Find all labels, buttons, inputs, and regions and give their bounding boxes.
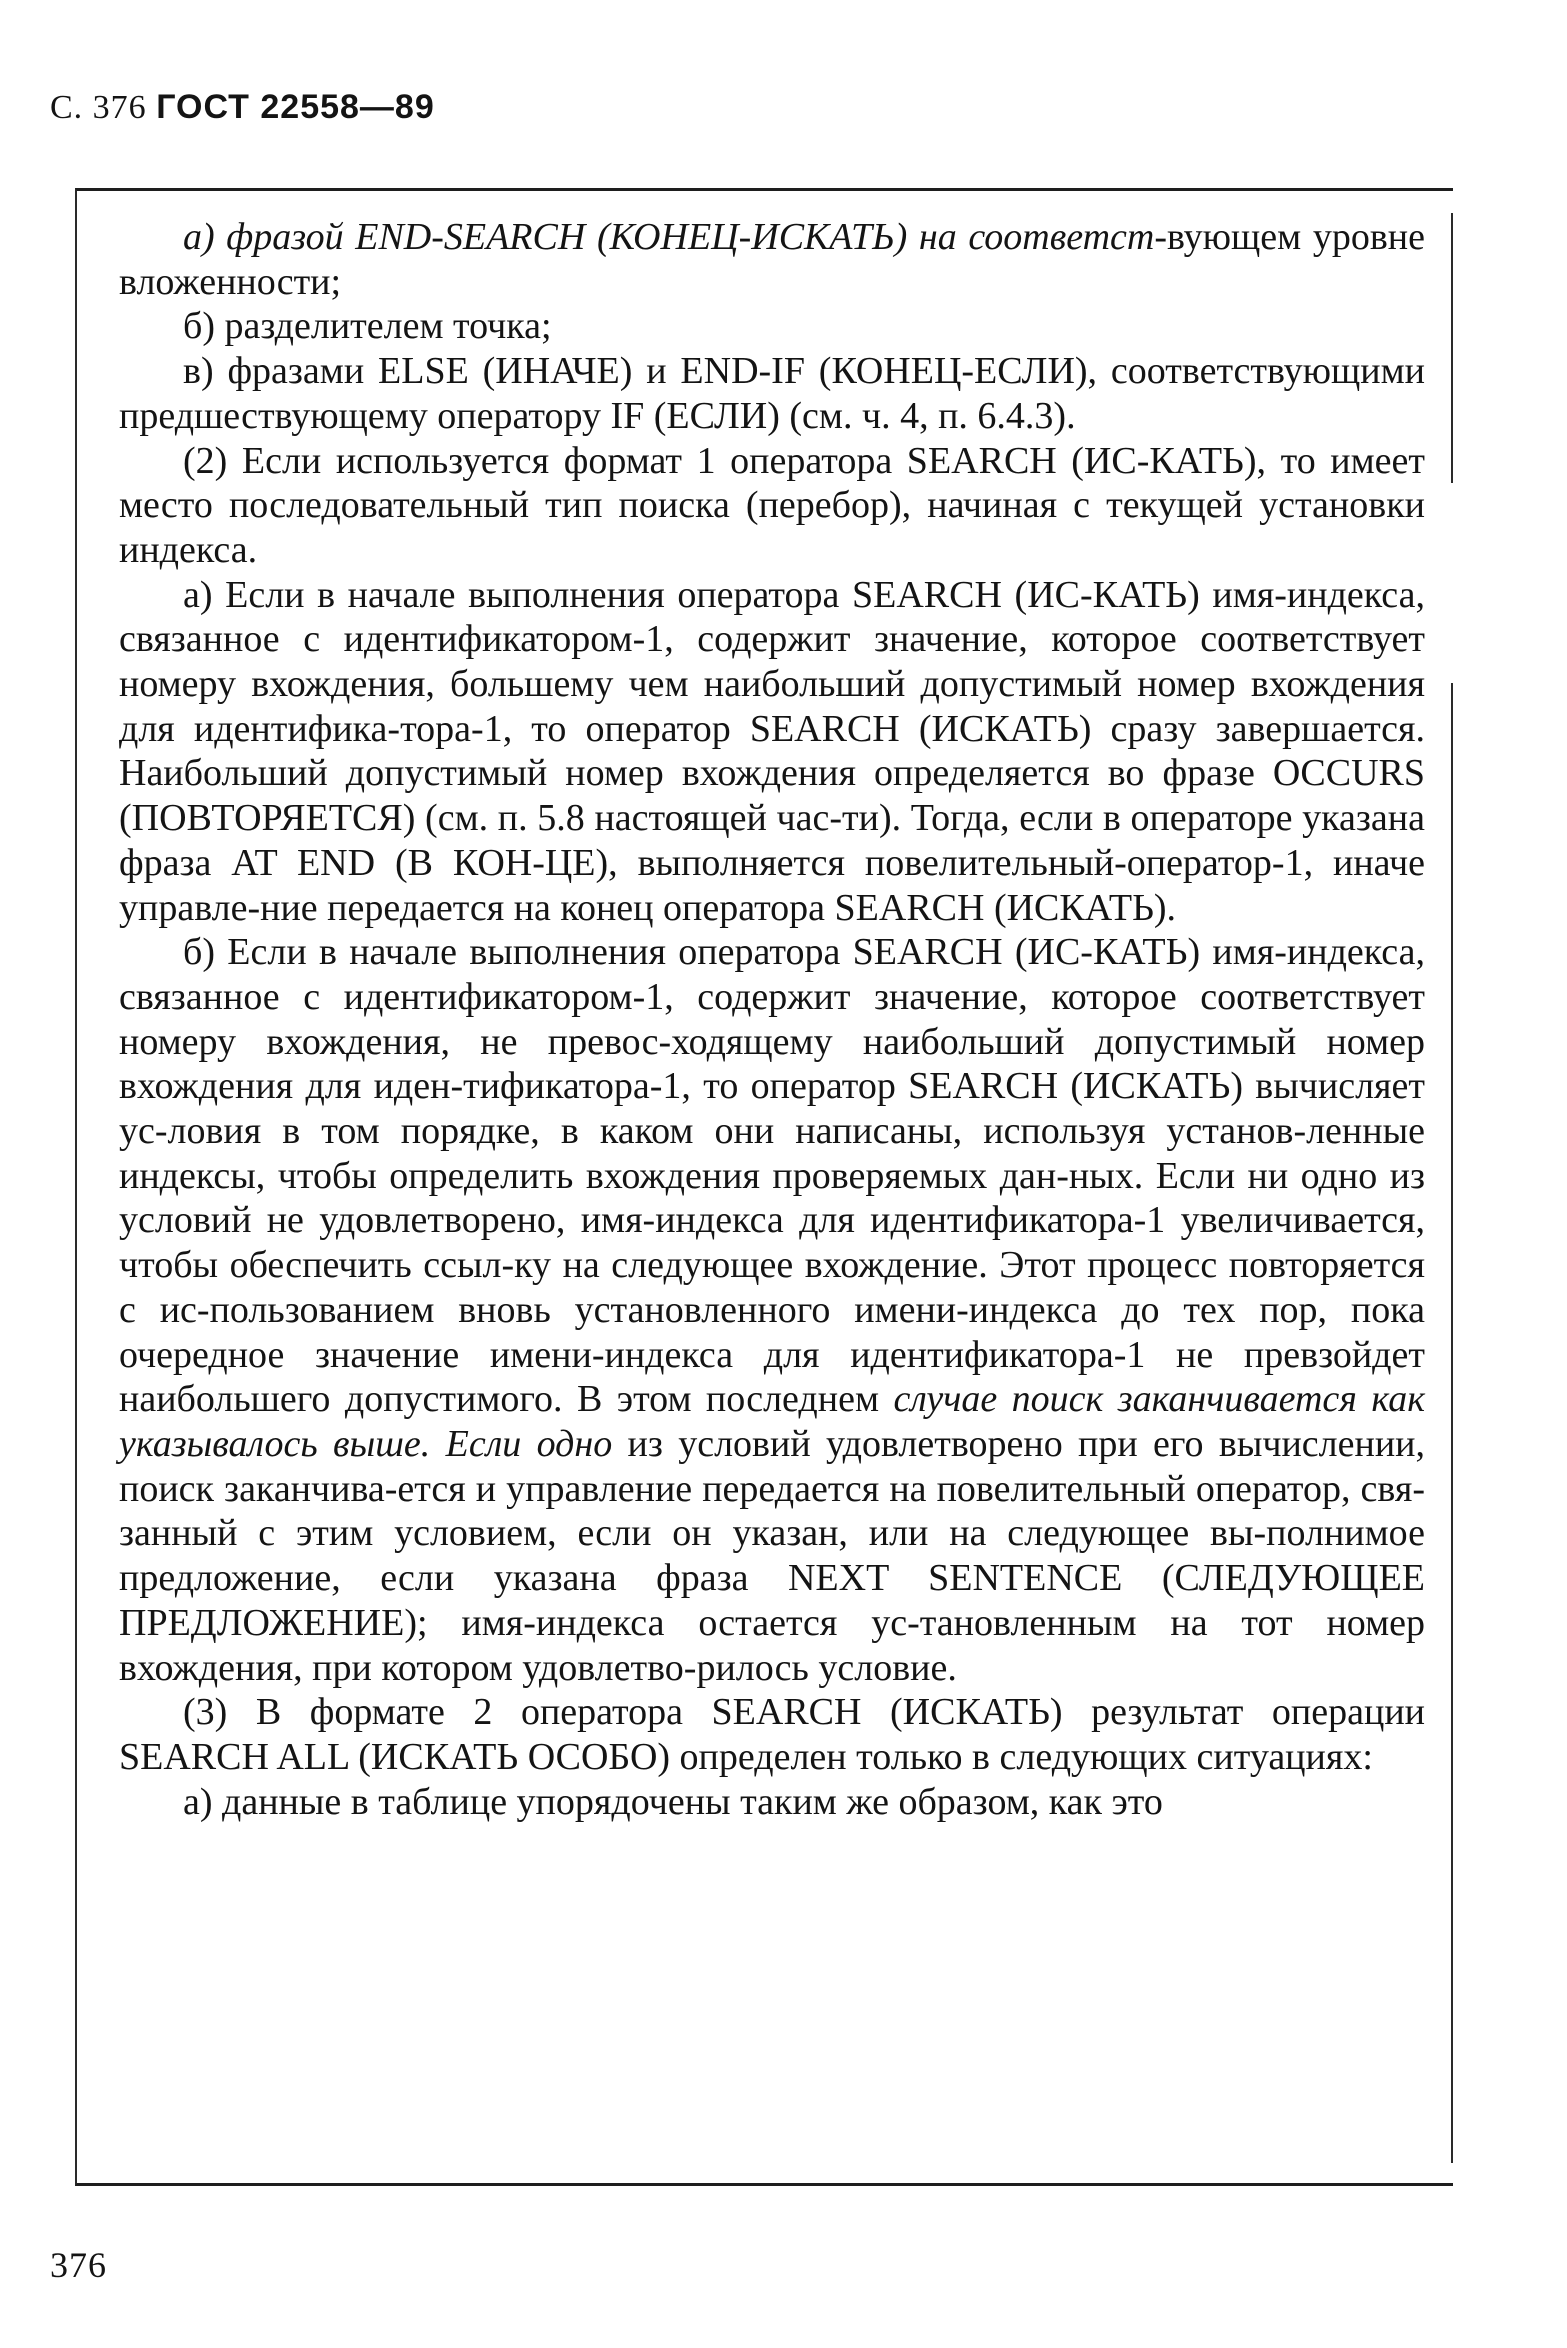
paragraph-text: из условий удовлетворено при его вычислении, поиск заканчива-ется и управление передается на повелительный оператор, свя-занный с этим условием, если он указан, или на следующее вы-полнимое предложение, если указана фраза NEXT SENTENCE (СЛЕДУЮЩЕЕ ПРЕДЛОЖЕНИЕ); имя-индекса остается ус-тановленным на тот номер вхождения, при котором удовлетво-рилось условие. (119, 1422, 1426, 1689)
paragraph-text: случае поиск заканчивается как указывалось выше. Если одно (119, 1378, 1425, 1465)
page-label: С. 376 (50, 89, 147, 126)
paragraph-text: а) фразой END-SEARCH (КОНЕЦ-ИСКАТЬ) на соответст- (183, 216, 1167, 258)
frame-right-rule-upper (1451, 213, 1453, 483)
paragraph-text: в) фразами ELSE (ИНАЧЕ) и END-IF (КОНЕЦ-ЕСЛИ), соответствующими предшествующему оператору IF (ЕСЛИ) (см. ч. 4, п. 6.4.3). (119, 350, 1425, 437)
paragraph-text: а) Если в начале выполнения оператора SEARCH (ИС-КАТЬ) имя-индекса, связанное с идентификатором-1, содержит значение, которое соответствует номеру вхождения, большему чем наибольший допустимый номер вхождения для идентифика-тора-1, то оператор SEARCH (ИСКАТЬ) сразу завершается. Наибольший допустимый номер вхождения определяется во фразе OCCURS (ПОВТОРЯЕТСЯ) (см. п. 5.8 настоящей час-ти). Тогда, если в операторе указана фраза AT END (В КОН-ЦЕ), выполняется повелительный-оператор-1, иначе управле-ние передается на конец оператора SEARCH (ИСКАТЬ). (119, 573, 1425, 929)
paragraph-p3 (119, 349, 1425, 438)
frame-right-rule-lower (1451, 683, 1453, 2163)
paragraph-p7 (119, 1690, 1425, 1779)
page-number: 376 (50, 2245, 107, 2285)
paragraph-p8 (119, 1780, 1425, 1825)
running-header (50, 88, 435, 127)
paragraph-text: (3) В формате 2 оператора SEARCH (ИСКАТЬ) результат операции SEARCH ALL (ИСКАТЬ ОСОБО) определен только в следующих ситуациях: (119, 1691, 1425, 1778)
paragraph-p2 (119, 304, 1425, 349)
paragraph-text: вующем уровне вложенности; (119, 216, 1425, 303)
paragraph-text: б) разделителем точка; (183, 305, 552, 348)
paragraph-p6 (119, 930, 1425, 1690)
paragraph-p5 (119, 573, 1425, 931)
standard-code: ГОСТ 22558—89 (156, 88, 435, 126)
paragraph-p4 (119, 439, 1425, 573)
text-frame (75, 188, 1453, 2186)
paragraph-text: а) данные в таблице упорядочены таким же образом, как это (183, 1780, 1163, 1823)
paragraph-text: б) Если в начале выполнения оператора SEARCH (ИС-КАТЬ) имя-индекса, связанное с идентификатором-1, содержит значение, которое соответствует номеру вхождения, не превос-ходящему наибольший допустимый номер вхождения для иден-тификатора-1, то оператор SEARCH (ИСКАТЬ) вычисляет ус-ловия в том порядке, в каком они написаны, используя установ-ленные индексы, чтобы определить вхождения проверяемых дан-ных. Если ни одно из условий не удовлетворено, имя-индекса для идентификатора-1 увеличивается, чтобы обеспечить ссыл-ку на следующее вхождение. Этот процесс повторяется с ис-пользованием вновь установленного имени-индекса до тех пор, пока очередное значение имени-индекса для идентификатора-1 не превзойдет наибольшего допустимого. В этом последнем (119, 931, 1425, 1421)
paragraph-text: (2) Если используется формат 1 оператора SEARCH (ИС-КАТЬ), то имеет место последовательный тип поиска (перебор), начиная с текущей установки индекса. (119, 439, 1425, 571)
paragraph-p1 (119, 215, 1425, 304)
body-text (119, 215, 1425, 1824)
